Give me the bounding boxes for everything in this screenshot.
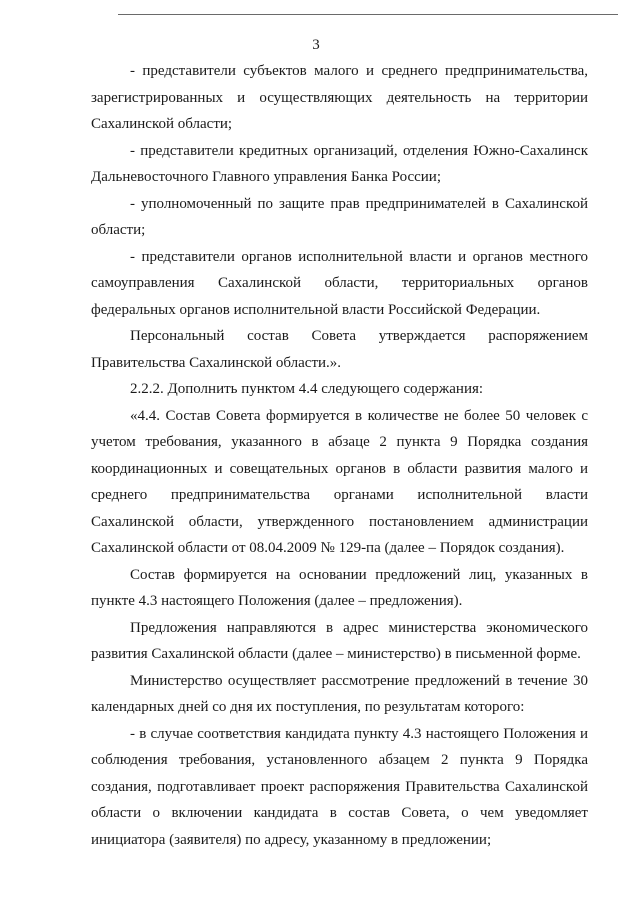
paragraph-clause-4-4: «4.4. Состав Совета формируется в количестве не более 50 человек с учетом требования, указанного в абзаце 2 пункта 9 Порядка создания координационных и совещательных органов в области развития малого и среднего предпринимательства органами исполнительной власти Сахалинской области, утвержденного постановлением администрации Сахалинской области от 08.04.2009 № 129-па (далее – Порядок создания). (91, 407, 588, 556)
paragraph-clause-2-2-2: 2.2.2. Дополнить пунктом 4.4 следующего содержания: (130, 381, 484, 397)
document-body (91, 58, 588, 853)
paragraph-small-business-representatives: - представители субъектов малого и среднего предпринимательства, зарегистрированных и осуществляющих деятельность на территории Сахалинской области; (91, 63, 588, 132)
page-number: 3 (312, 37, 320, 53)
paragraph-proposals-submission: Предложения направляются в адрес министерства экономического развития Сахалинской области (далее – министерство) в письменной форме. (91, 619, 588, 662)
paragraph-authorities-representatives: - представители органов исполнительной власти и органов местного самоуправления Сахалинской области, территориальных органов федеральных органов исполнительной власти Российской Федерации. (91, 248, 588, 318)
top-scan-rule (118, 14, 618, 15)
paragraph-ombudsman: - уполномоченный по защите прав предпринимателей в Сахалинской области; (91, 195, 588, 238)
paragraph-council-composition-approval: Персональный состав Совета утверждается распоряжением Правительства Сахалинской области.». (91, 328, 588, 371)
paragraph-ministry-review: Министерство осуществляет рассмотрение предложений в течение 30 календарных дней со дня их поступления, по результатам которого: (91, 672, 588, 715)
paragraph-composition-formation: Состав формируется на основании предложений лиц, указанных в пункте 4.3 настоящего Положения (далее – предложения). (91, 566, 588, 609)
paragraph-credit-organizations: - представители кредитных организаций, отделения Южно-Сахалинск Дальневосточного Главного управления Банка России; (91, 142, 588, 185)
paragraph-candidate-compliance: - в случае соответствия кандидата пункту 4.3 настоящего Положения и соблюдения требования, установленного абзацем 2 пункта 9 Порядка создания, подготавливает проект распоряжения Правительства Сахалинской области о включении кандидата в состав Совета, о чем уведомляет инициатора (заявителя) по адресу, указанному в предложении; (91, 725, 588, 848)
